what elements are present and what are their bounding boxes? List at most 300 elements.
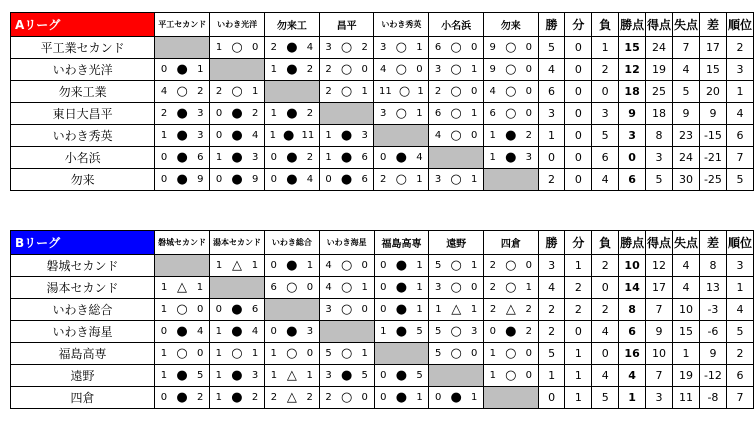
match-result-cell xyxy=(374,255,429,277)
stat-value: 9 xyxy=(619,103,646,125)
stat-value: 2 xyxy=(538,169,565,191)
score-group xyxy=(265,125,319,146)
self-match-cell xyxy=(374,125,429,147)
score-for: 0 xyxy=(160,392,168,403)
score-group xyxy=(155,299,209,320)
match-result-cell xyxy=(483,37,538,59)
score-against: 1 xyxy=(251,348,259,359)
result-mark: ○ xyxy=(395,172,407,187)
score-for: 2 xyxy=(270,392,278,403)
score-group xyxy=(210,81,264,102)
result-mark: ○ xyxy=(231,40,243,55)
result-mark: △ xyxy=(505,302,516,317)
table-row xyxy=(11,321,754,343)
score-group xyxy=(374,103,428,124)
score-against: 0 xyxy=(525,64,533,75)
result-mark: ● xyxy=(395,258,408,273)
score-for: 1 xyxy=(325,130,332,141)
stat-header: 得点 xyxy=(646,13,673,37)
stat-value: 0 xyxy=(565,321,592,343)
stat-header: 差 xyxy=(700,231,727,255)
stat-header: 失点 xyxy=(673,231,700,255)
stat-value: 1 xyxy=(538,365,565,387)
score-group xyxy=(429,343,483,364)
score-for: 1 xyxy=(215,260,223,271)
stat-value: 1 xyxy=(565,387,592,409)
score-for: 2 xyxy=(489,282,496,293)
result-mark: ● xyxy=(286,62,298,77)
team-name: 勿来工業 xyxy=(11,81,155,103)
match-result-cell xyxy=(429,387,484,409)
match-result-cell xyxy=(155,299,210,321)
score-against: 1 xyxy=(197,64,204,75)
match-result-cell xyxy=(429,277,484,299)
score-against: 1 xyxy=(361,348,368,359)
score-group xyxy=(484,103,538,124)
score-for: 0 xyxy=(270,260,277,271)
stat-value: 5 xyxy=(538,37,565,59)
score-group xyxy=(155,169,209,190)
match-result-cell xyxy=(155,387,210,409)
match-result-cell xyxy=(155,81,210,103)
self-match-cell xyxy=(319,103,374,125)
score-against: 0 xyxy=(361,304,368,315)
score-against: 2 xyxy=(525,326,533,337)
match-result-cell xyxy=(155,365,210,387)
result-mark: ● xyxy=(176,324,188,339)
stat-value: -8 xyxy=(700,387,727,409)
stat-value: 0 xyxy=(565,125,592,147)
result-mark: ● xyxy=(231,390,243,405)
score-group xyxy=(210,147,264,168)
score-group xyxy=(210,37,264,58)
score-against: 3 xyxy=(306,326,314,337)
match-result-cell xyxy=(210,125,265,147)
stat-value: 16 xyxy=(619,343,646,365)
team-name: 福島高専 xyxy=(11,343,155,365)
stat-value: 3 xyxy=(646,147,673,169)
result-mark: ● xyxy=(176,150,188,165)
table-row xyxy=(11,365,754,387)
stat-value: 6 xyxy=(538,81,565,103)
match-result-cell xyxy=(155,321,210,343)
score-for: 4 xyxy=(380,64,387,75)
score-for: 0 xyxy=(160,174,168,185)
score-against: 2 xyxy=(306,64,314,75)
score-against: 1 xyxy=(196,282,204,293)
result-mark: △ xyxy=(286,368,297,383)
stat-value: 3 xyxy=(592,103,619,125)
match-result-cell xyxy=(483,103,538,125)
score-for: 4 xyxy=(325,260,332,271)
score-for: 0 xyxy=(380,370,387,381)
match-result-cell xyxy=(374,103,429,125)
match-result-cell xyxy=(265,125,320,147)
result-mark: ○ xyxy=(286,280,298,295)
score-group xyxy=(320,299,374,320)
score-for: 6 xyxy=(434,108,442,119)
score-group xyxy=(375,387,429,408)
match-result-cell xyxy=(483,147,538,169)
score-against: 4 xyxy=(306,174,314,185)
result-mark: △ xyxy=(177,280,188,295)
score-for: 5 xyxy=(434,260,442,271)
score-for: 3 xyxy=(325,370,332,381)
stat-value: 10 xyxy=(619,255,646,277)
stat-header: 負 xyxy=(592,231,619,255)
score-against: 1 xyxy=(470,174,478,185)
score-group xyxy=(375,299,429,320)
score-against: 4 xyxy=(306,42,314,53)
result-mark: ● xyxy=(286,324,298,339)
score-against: 3 xyxy=(197,108,204,119)
score-for: 1 xyxy=(489,152,496,163)
score-against: 3 xyxy=(471,326,478,337)
result-mark: ● xyxy=(283,128,295,143)
score-group xyxy=(210,255,264,276)
score-against: 2 xyxy=(525,130,533,141)
stat-value: 20 xyxy=(700,81,727,103)
match-result-cell xyxy=(265,103,320,125)
stat-value: 2 xyxy=(565,299,592,321)
score-against: 6 xyxy=(197,152,204,163)
stat-value: 6 xyxy=(592,147,619,169)
result-mark: △ xyxy=(231,258,242,273)
score-against: 1 xyxy=(416,174,423,185)
match-result-cell xyxy=(484,343,539,365)
result-mark: ○ xyxy=(450,128,462,143)
score-for: 4 xyxy=(325,282,332,293)
score-against: 11 xyxy=(301,130,315,141)
result-mark: ● xyxy=(286,258,298,273)
match-result-cell xyxy=(319,59,374,81)
score-against: 0 xyxy=(361,260,368,271)
stat-value: 6 xyxy=(619,169,646,191)
score-group xyxy=(484,147,538,168)
match-result-cell xyxy=(210,343,265,365)
match-result-cell xyxy=(374,169,429,191)
match-result-cell xyxy=(264,277,319,299)
result-mark: ○ xyxy=(450,346,462,361)
header-row xyxy=(11,13,754,37)
self-match-cell xyxy=(429,147,484,169)
score-for: 1 xyxy=(325,152,332,163)
stat-header: 順位 xyxy=(726,231,753,255)
score-against: 4 xyxy=(196,326,204,337)
score-against: 1 xyxy=(252,86,259,97)
match-result-cell xyxy=(374,387,429,409)
score-group xyxy=(155,365,209,386)
stat-value: 15 xyxy=(700,59,727,81)
stat-value: 3 xyxy=(646,387,673,409)
score-group xyxy=(374,147,428,168)
score-against: 0 xyxy=(470,86,478,97)
score-against: 2 xyxy=(306,392,313,403)
stat-header: 勝点 xyxy=(619,13,646,37)
opponent-header: 平工セカンド xyxy=(155,13,210,37)
score-for: 6 xyxy=(489,108,496,119)
score-for: 0 xyxy=(215,304,223,315)
result-mark: ○ xyxy=(286,346,298,361)
result-mark: ● xyxy=(286,172,298,187)
result-mark: △ xyxy=(451,302,462,317)
score-group xyxy=(375,255,429,276)
score-against: 1 xyxy=(471,260,478,271)
result-mark: ○ xyxy=(505,280,517,295)
stat-value: 0 xyxy=(565,81,592,103)
score-for: 3 xyxy=(325,42,332,53)
score-group xyxy=(320,169,374,190)
stat-value: 5 xyxy=(726,169,753,191)
match-result-cell xyxy=(429,169,484,191)
result-mark: ● xyxy=(286,106,298,121)
stat-header: 負 xyxy=(592,13,619,37)
score-for: 4 xyxy=(489,86,496,97)
score-for: 2 xyxy=(270,42,277,53)
stat-value: 2 xyxy=(592,255,619,277)
stat-value: 10 xyxy=(646,343,673,365)
stat-value: 2 xyxy=(538,299,565,321)
stat-value: 2 xyxy=(726,343,753,365)
score-for: 1 xyxy=(435,304,442,315)
match-result-cell xyxy=(264,365,319,387)
score-group xyxy=(375,365,429,386)
opponent-header: 遠野 xyxy=(429,231,484,255)
match-result-cell xyxy=(319,255,374,277)
result-mark: ● xyxy=(231,324,243,339)
result-mark: ● xyxy=(340,368,353,383)
score-for: 0 xyxy=(489,326,496,337)
stat-value: 2 xyxy=(726,37,753,59)
match-result-cell xyxy=(374,59,429,81)
score-against: 0 xyxy=(361,64,368,75)
team-name: 磐城セカンド xyxy=(11,255,155,277)
result-mark: ○ xyxy=(395,62,407,77)
score-against: 5 xyxy=(196,370,204,381)
score-group xyxy=(374,81,428,102)
match-result-cell xyxy=(319,169,374,191)
score-against: 4 xyxy=(251,326,259,337)
score-group xyxy=(484,37,538,58)
result-mark: ● xyxy=(340,128,353,143)
score-group xyxy=(429,169,483,190)
result-mark: ○ xyxy=(450,62,462,77)
score-for: 2 xyxy=(215,86,223,97)
score-against: 0 xyxy=(252,42,259,53)
score-against: 1 xyxy=(361,282,368,293)
score-group xyxy=(155,321,209,342)
score-group xyxy=(320,255,374,276)
stat-value: 0 xyxy=(565,103,592,125)
match-result-cell xyxy=(155,147,210,169)
stat-header: 勝 xyxy=(538,13,565,37)
opponent-header: 四倉 xyxy=(484,231,539,255)
stat-value: 7 xyxy=(646,365,673,387)
stat-value: 8 xyxy=(619,299,646,321)
match-result-cell xyxy=(429,299,484,321)
stat-value: 0 xyxy=(538,387,565,409)
stat-value: 24 xyxy=(646,37,673,59)
match-result-cell xyxy=(319,387,374,409)
match-result-cell xyxy=(155,103,210,125)
score-against: 0 xyxy=(471,348,478,359)
table-row xyxy=(11,59,754,81)
match-result-cell xyxy=(155,59,210,81)
table-row xyxy=(11,81,754,103)
score-group xyxy=(155,343,209,364)
result-mark: ● xyxy=(286,150,298,165)
score-for: 5 xyxy=(434,326,442,337)
score-against: 0 xyxy=(196,304,204,315)
score-group xyxy=(484,81,538,102)
opponent-header: いわき海星 xyxy=(319,231,374,255)
match-result-cell xyxy=(484,299,539,321)
self-match-cell xyxy=(155,37,210,59)
self-match-cell xyxy=(374,343,429,365)
score-group xyxy=(429,255,483,276)
match-result-cell xyxy=(319,125,374,147)
team-name: 遠野 xyxy=(11,365,155,387)
opponent-header: いわき光洋 xyxy=(210,13,265,37)
stat-value: 8 xyxy=(646,125,673,147)
stat-value: 10 xyxy=(673,299,700,321)
team-name: 四倉 xyxy=(11,387,155,409)
stat-value: -21 xyxy=(700,147,727,169)
self-match-cell xyxy=(155,255,210,277)
match-result-cell xyxy=(484,255,539,277)
score-for: 0 xyxy=(380,304,387,315)
score-for: 6 xyxy=(434,42,442,53)
match-result-cell xyxy=(429,81,484,103)
score-for: 1 xyxy=(489,348,496,359)
stat-value: 23 xyxy=(673,125,700,147)
stat-value: 15 xyxy=(673,321,700,343)
result-mark: ● xyxy=(231,106,243,121)
score-for: 1 xyxy=(489,370,496,381)
team-name: 小名浜 xyxy=(11,147,155,169)
score-for: 1 xyxy=(160,304,168,315)
match-result-cell xyxy=(265,169,320,191)
stat-value: 8 xyxy=(700,255,727,277)
score-for: 9 xyxy=(489,42,496,53)
stat-header: 失点 xyxy=(673,13,700,37)
score-for: 0 xyxy=(270,174,277,185)
result-mark: ● xyxy=(176,368,188,383)
result-mark: ○ xyxy=(176,302,188,317)
stat-value: 0 xyxy=(592,343,619,365)
match-result-cell xyxy=(210,169,265,191)
table-row xyxy=(11,125,754,147)
result-mark: ○ xyxy=(340,40,353,55)
score-group xyxy=(210,387,264,408)
match-result-cell xyxy=(319,147,374,169)
score-against: 1 xyxy=(470,108,478,119)
score-for: 1 xyxy=(380,326,387,337)
result-mark: ● xyxy=(231,150,243,165)
stat-value: 2 xyxy=(565,277,592,299)
stat-value: 1 xyxy=(565,255,592,277)
match-result-cell xyxy=(374,81,429,103)
match-result-cell xyxy=(265,59,320,81)
score-for: 0 xyxy=(215,174,223,185)
score-against: 1 xyxy=(416,304,423,315)
score-group xyxy=(429,299,483,320)
team-name: 平工業セカンド xyxy=(11,37,155,59)
score-for: 1 xyxy=(160,282,168,293)
match-result-cell xyxy=(210,103,265,125)
score-against: 0 xyxy=(471,282,478,293)
score-against: 1 xyxy=(251,260,259,271)
score-for: 2 xyxy=(489,304,497,315)
stat-value: -3 xyxy=(700,299,727,321)
score-against: 0 xyxy=(525,86,533,97)
score-against: 6 xyxy=(361,152,368,163)
score-group xyxy=(374,169,428,190)
result-mark: ○ xyxy=(340,346,353,361)
result-mark: ● xyxy=(176,106,188,121)
score-against: 0 xyxy=(525,42,533,53)
stat-header: 勝点 xyxy=(619,231,646,255)
score-for: 0 xyxy=(215,130,223,141)
score-against: 3 xyxy=(251,370,259,381)
match-result-cell xyxy=(483,125,538,147)
opponent-header: 勿来 xyxy=(483,13,538,37)
league-title: Bリーグ xyxy=(11,231,155,255)
score-for: 9 xyxy=(489,64,496,75)
score-group xyxy=(155,81,209,102)
self-match-cell xyxy=(429,365,484,387)
score-against: 0 xyxy=(470,42,478,53)
score-against: 1 xyxy=(470,304,478,315)
result-mark: ● xyxy=(395,368,408,383)
match-result-cell xyxy=(483,81,538,103)
stat-value: 0 xyxy=(538,147,565,169)
stat-value: 7 xyxy=(726,147,753,169)
score-for: 1 xyxy=(215,348,223,359)
stat-value: 3 xyxy=(726,255,753,277)
score-against: 0 xyxy=(196,348,204,359)
match-result-cell xyxy=(374,321,429,343)
score-against: 1 xyxy=(306,260,314,271)
result-mark: ● xyxy=(450,390,462,405)
score-group xyxy=(155,103,209,124)
score-for: 1 xyxy=(270,370,278,381)
score-group xyxy=(374,37,428,58)
stat-value: 6 xyxy=(726,125,753,147)
match-result-cell xyxy=(374,299,429,321)
score-group xyxy=(265,147,319,168)
stat-value: 12 xyxy=(619,59,646,81)
stat-value: 15 xyxy=(619,37,646,59)
result-mark: ○ xyxy=(340,302,353,317)
score-against: 5 xyxy=(361,370,368,381)
table-row xyxy=(11,299,754,321)
score-group xyxy=(320,125,374,146)
stat-value: 4 xyxy=(538,277,565,299)
stat-value: 1 xyxy=(592,37,619,59)
match-result-cell xyxy=(210,321,265,343)
score-against: 0 xyxy=(470,130,478,141)
score-against: 2 xyxy=(306,152,314,163)
result-mark: ○ xyxy=(450,40,462,55)
result-mark: ● xyxy=(340,172,353,187)
score-for: 0 xyxy=(270,326,277,337)
match-result-cell xyxy=(374,147,429,169)
score-against: 1 xyxy=(416,42,423,53)
self-match-cell xyxy=(319,321,374,343)
match-result-cell xyxy=(429,37,484,59)
stat-value: 4 xyxy=(726,103,753,125)
